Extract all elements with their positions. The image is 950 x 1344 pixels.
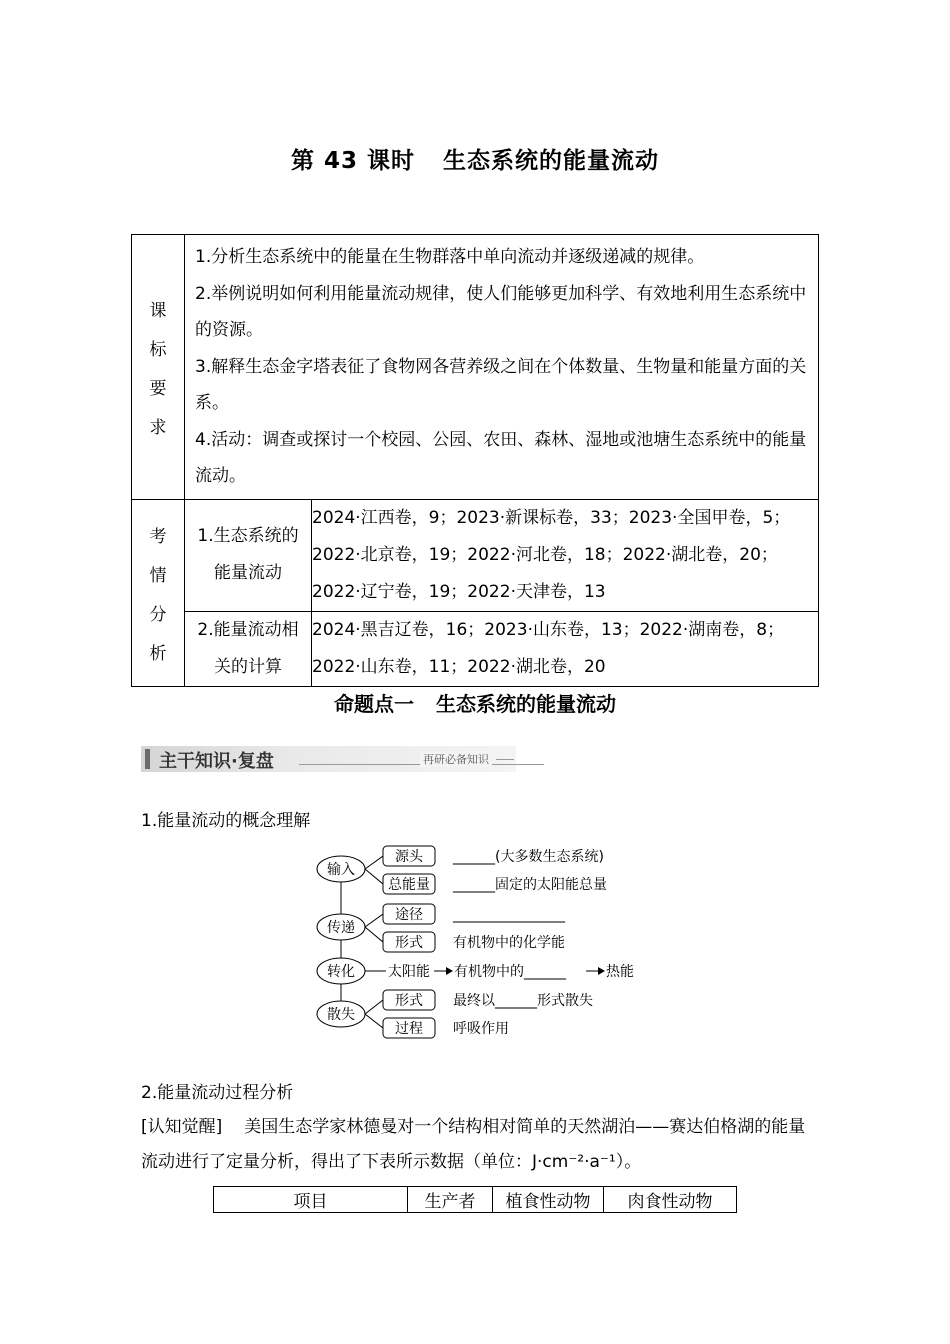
svg-text:转化: 转化 — [327, 964, 355, 980]
svg-text:________________: ________________ — [453, 907, 565, 923]
requirement-item: 4.活动：调查或探讨一个校园、公园、农田、森林、湿地或池塘生态系统中的能量流动。 — [195, 429, 807, 486]
svg-text:散失: 散失 — [327, 1007, 355, 1023]
lesson-number: 第 43 课时 — [290, 148, 416, 174]
group-conversion — [317, 958, 634, 984]
section-banner — [141, 746, 516, 772]
requirements-row — [132, 235, 819, 500]
svg-text:______(大多数生态系统): ______(大多数生态系统) — [453, 849, 604, 865]
svg-text:传递: 传递 — [327, 920, 355, 936]
analysis-citations: 2024·江西卷，9；2023·新课标卷，33；2023·全国甲卷，5；2022·北京卷，19；2022·河北卷，18；2022·湖北卷，20；2022·辽宁卷，19；2022·天津卷，13 — [312, 499, 819, 611]
banner-label: 主干知识·复盘 — [159, 751, 274, 772]
svg-text:源头: 源头 — [395, 849, 423, 865]
svg-text:热能: 热能 — [606, 964, 634, 980]
requirements-list — [185, 235, 819, 500]
svg-text:太阳能: 太阳能 — [388, 964, 430, 980]
table-header-cell: 生产者 — [408, 1187, 493, 1213]
analysis-topic: 2.能量流动相关的计算 — [185, 611, 312, 686]
table-header-cell: 植食性动物 — [493, 1187, 604, 1213]
energy-data-table — [213, 1186, 737, 1213]
svg-text:形式: 形式 — [395, 993, 423, 1009]
svg-text:呼吸作用: 呼吸作用 — [453, 1021, 509, 1037]
svg-text:最终以______形式散失: 最终以______形式散失 — [453, 993, 593, 1009]
requirements-side-label: 课 标 要 求 — [132, 235, 185, 500]
concept-heading: 1.能量流动的概念理解 — [141, 811, 311, 831]
banner-tag: 再研必备知识 — [420, 751, 492, 767]
analysis-topic: 1.生态系统的能量流动 — [185, 499, 312, 611]
svg-text:途径: 途径 — [395, 907, 423, 923]
requirement-item: 2.举例说明如何利用能量流动规律，使人们能够更加科学、有效地利用生态系统中的资源。 — [195, 283, 807, 340]
process-paragraph — [141, 1110, 813, 1180]
analysis-citations: 2024·黑吉辽卷，16；2023·山东卷，13；2022·湖南卷，8；2022·山东卷，11；2022·湖北卷，20 — [312, 611, 819, 686]
table-header-cell: 项目 — [214, 1187, 408, 1213]
table-header-cell: 肉食性动物 — [604, 1187, 737, 1213]
process-heading: 2.能量流动过程分析 — [141, 1083, 294, 1103]
lesson-title: 生态系统的能量流动 — [443, 148, 660, 174]
section-title: 命题点一 生态系统的能量流动 — [334, 692, 616, 716]
svg-text:______固定的太阳能总量: ______固定的太阳能总量 — [453, 877, 607, 893]
group-dissipation — [317, 990, 593, 1038]
banner-bar — [145, 749, 150, 769]
svg-text:有机物中的______: 有机物中的______ — [454, 964, 566, 980]
table-header-row — [214, 1187, 737, 1213]
svg-text:形式: 形式 — [395, 935, 423, 951]
analysis-row — [132, 611, 819, 686]
svg-text:总能量: 总能量 — [388, 877, 430, 893]
analysis-side-label: 考 情 分 析 — [132, 499, 185, 686]
awaken-tag: [认知觉醒] — [141, 1117, 223, 1137]
svg-text:过程: 过程 — [395, 1021, 423, 1037]
requirement-item: 1.分析生态系统中的能量在生物群落中单向流动并逐级递减的规律。 — [195, 247, 705, 267]
paragraph-text: 美国生态学家林德曼对一个结构相对简单的天然湖泊——赛达伯格湖的能量流动进行了定量分析，得出了下表所示数据（单位：J·cm⁻²·a⁻¹）。 — [141, 1117, 806, 1172]
concept-diagram — [310, 838, 650, 1048]
group-transfer — [317, 904, 566, 952]
svg-text:输入: 输入 — [327, 862, 355, 878]
group-input — [317, 846, 607, 894]
analysis-row — [132, 499, 819, 611]
svg-text:有机物中的化学能: 有机物中的化学能 — [453, 935, 565, 951]
curriculum-table — [131, 234, 819, 687]
page-title — [0, 142, 950, 175]
requirement-item: 3.解释生态金字塔表征了食物网各营养级之间在个体数量、生物量和能量方面的关系。 — [195, 356, 807, 413]
